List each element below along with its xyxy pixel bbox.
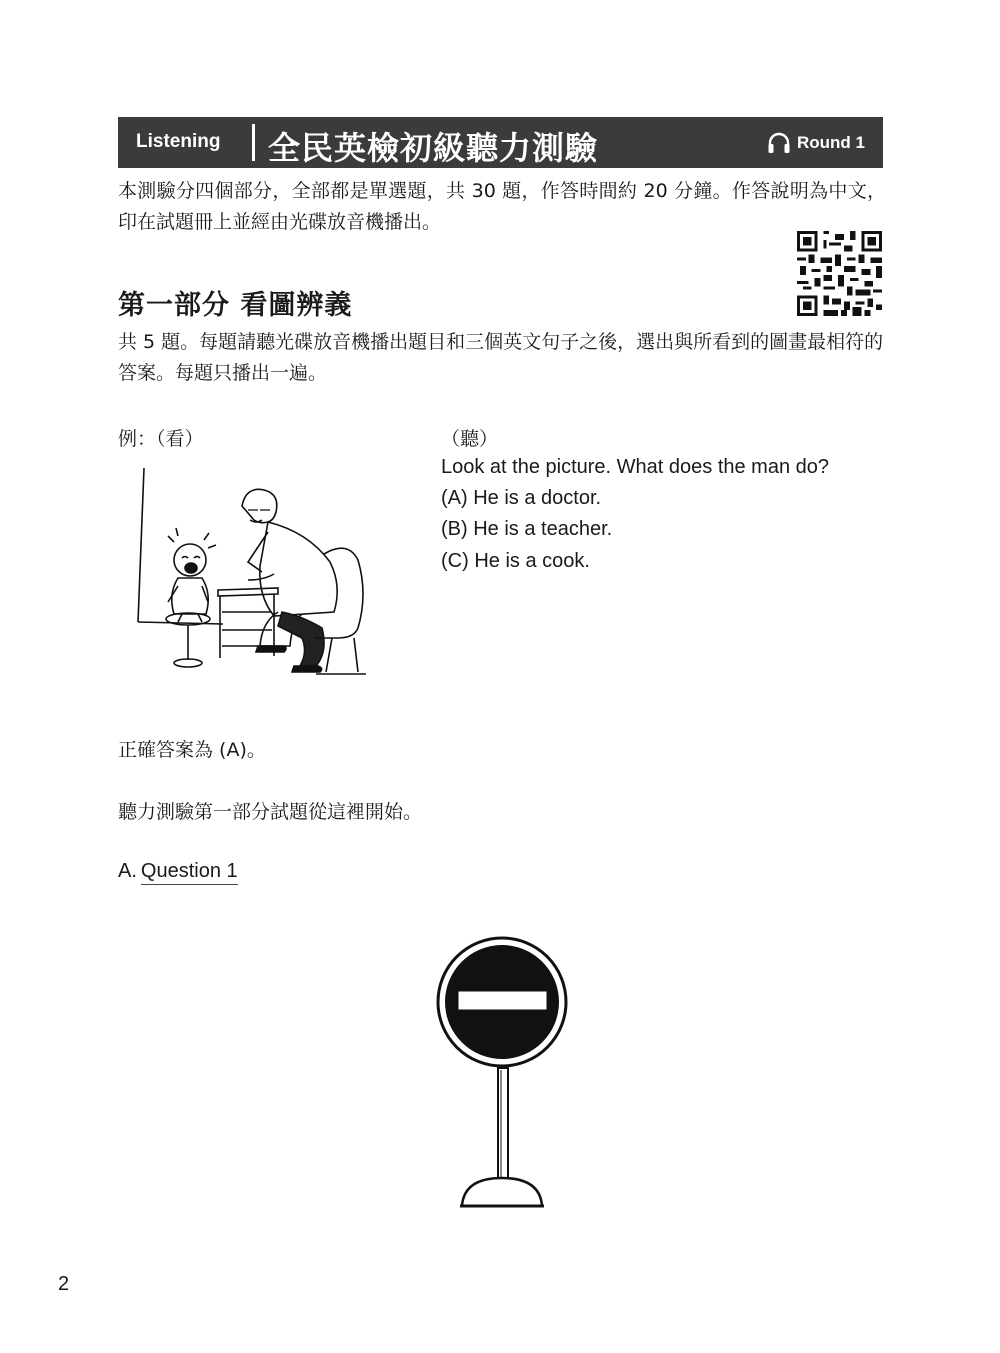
- round-indicator: [767, 132, 865, 154]
- doctor-child-illustration: [118, 462, 380, 684]
- section-label: Listening: [136, 131, 221, 152]
- section-header-bar: [118, 117, 883, 168]
- question-label: Question 1: [141, 860, 238, 885]
- page-number: 2: [58, 1273, 70, 1295]
- example-option-a: (A) He is a doctor.: [441, 487, 602, 509]
- example-question: Look at the picture. What does the man do?: [441, 456, 830, 478]
- example-option-b: (B) He is a teacher.: [441, 518, 613, 540]
- qr-code-icon[interactable]: [797, 231, 882, 316]
- question-1-heading: [118, 860, 238, 883]
- header-divider: [252, 124, 255, 161]
- headphones-icon: [767, 132, 791, 154]
- round-label: Round 1: [797, 133, 865, 152]
- part-start-notice: 聽力測驗第一部分試題從這裡開始。: [118, 801, 423, 823]
- part-one-description: 共 5 題。每題請聽光碟放音機播出題目和三個英文句子之後，選出與所看到的圖畫最相符的答案。每題只播出一遍。: [118, 331, 884, 384]
- example-look-label: 例：（看）: [118, 428, 204, 450]
- part-one-title: 第一部分 看圖辨義: [118, 290, 353, 321]
- example-listen-label: （聽）: [441, 428, 499, 450]
- test-instructions: 本測驗分四個部分，全部都是單選題，共 30 題，作答時間約 20 分鐘。作答說明為中文，印在試題冊上並經由光碟放音機播出。: [118, 180, 886, 233]
- test-title: 全民英檢初級聽力測驗: [268, 129, 599, 167]
- question-prefix: A.: [118, 860, 137, 882]
- example-option-c: (C) He is a cook.: [441, 550, 590, 572]
- no-entry-sign-illustration: [430, 936, 574, 1210]
- example-answer: 正確答案為 (A)。: [118, 739, 266, 761]
